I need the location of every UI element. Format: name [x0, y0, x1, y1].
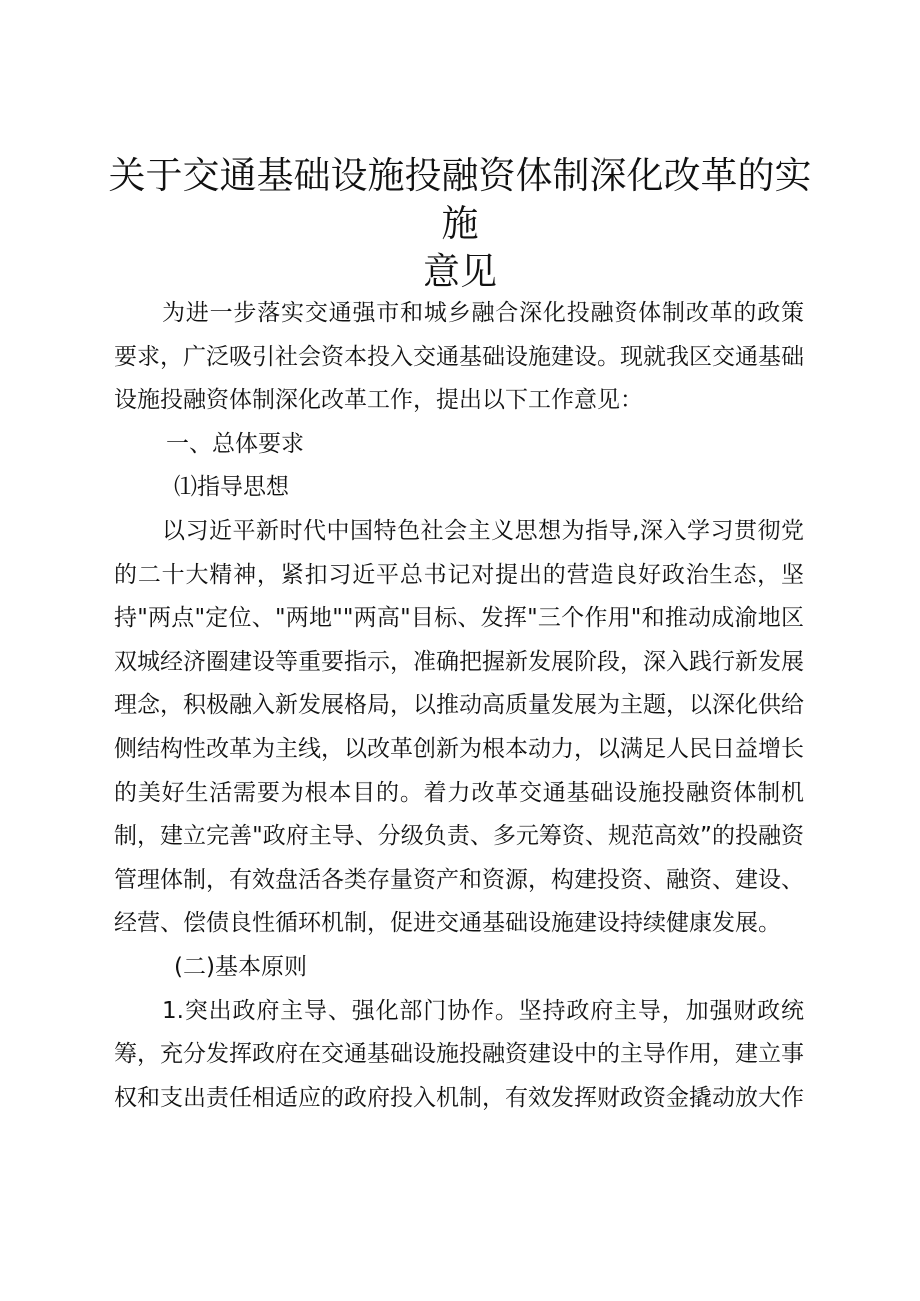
- title-line-1: 关于交通基础设施投融资体制深化改革的实施: [108, 154, 812, 245]
- subsection-heading-basic-principles: (二)基本原则: [174, 953, 307, 980]
- subsection-heading-guiding-thought: ⑴指导思想: [174, 474, 289, 501]
- document-title: [100, 152, 820, 296]
- intro-paragraph: 为进一步落实交通强市和城乡融合深化投融资体制改革的政策要求，广泛吸引社会资本投入交通基础设施建设。现就我区交通基础设施投融资体制深化改革工作，提出以下工作意见：: [114, 300, 804, 414]
- principle-1-paragraph: 1.突出政府主导、强化部门协作。坚持政府主导，加强财政统筹，充分发挥政府在交通基础设施投融资建设中的主导作用，建立事权和支出责任相适应的政府投入机制，有效发挥财政资金撬动放大作: [114, 997, 804, 1111]
- title-line-2: 意见: [423, 250, 497, 293]
- document-body: [114, 292, 804, 1120]
- guiding-thought-paragraph: 以习近平新时代中国特色社会主义思想为指导,深入学习贯彻党的二十大精神，紧扣习近平总书记对提出的营造良好政治生态，坚持"两点"定位、"两地""两高"目标、发挥"三个作用"和推动成渝地区双城经济圈建设等重要指示，准确把握新发展阶段，深入践行新发展理念，积极融入新发展格局，以推动高质量发展为主题，以深化供给侧结构性改革为主线，以改革创新为根本动力，以满足人民日益增长的美好生活需要为根本目的。着力改革交通基础设施投融资体制机制，建立完善"政府主导、分级负责、多元筹资、规范高效”的投融资管理体制，有效盘活各类存量资产和资源，构建投资、融资、建设、经营、偿债良性循环机制，促进交通基础设施建设持续健康发展。: [114, 517, 804, 937]
- section-heading-overall-requirements: 一、总体要求: [166, 430, 304, 457]
